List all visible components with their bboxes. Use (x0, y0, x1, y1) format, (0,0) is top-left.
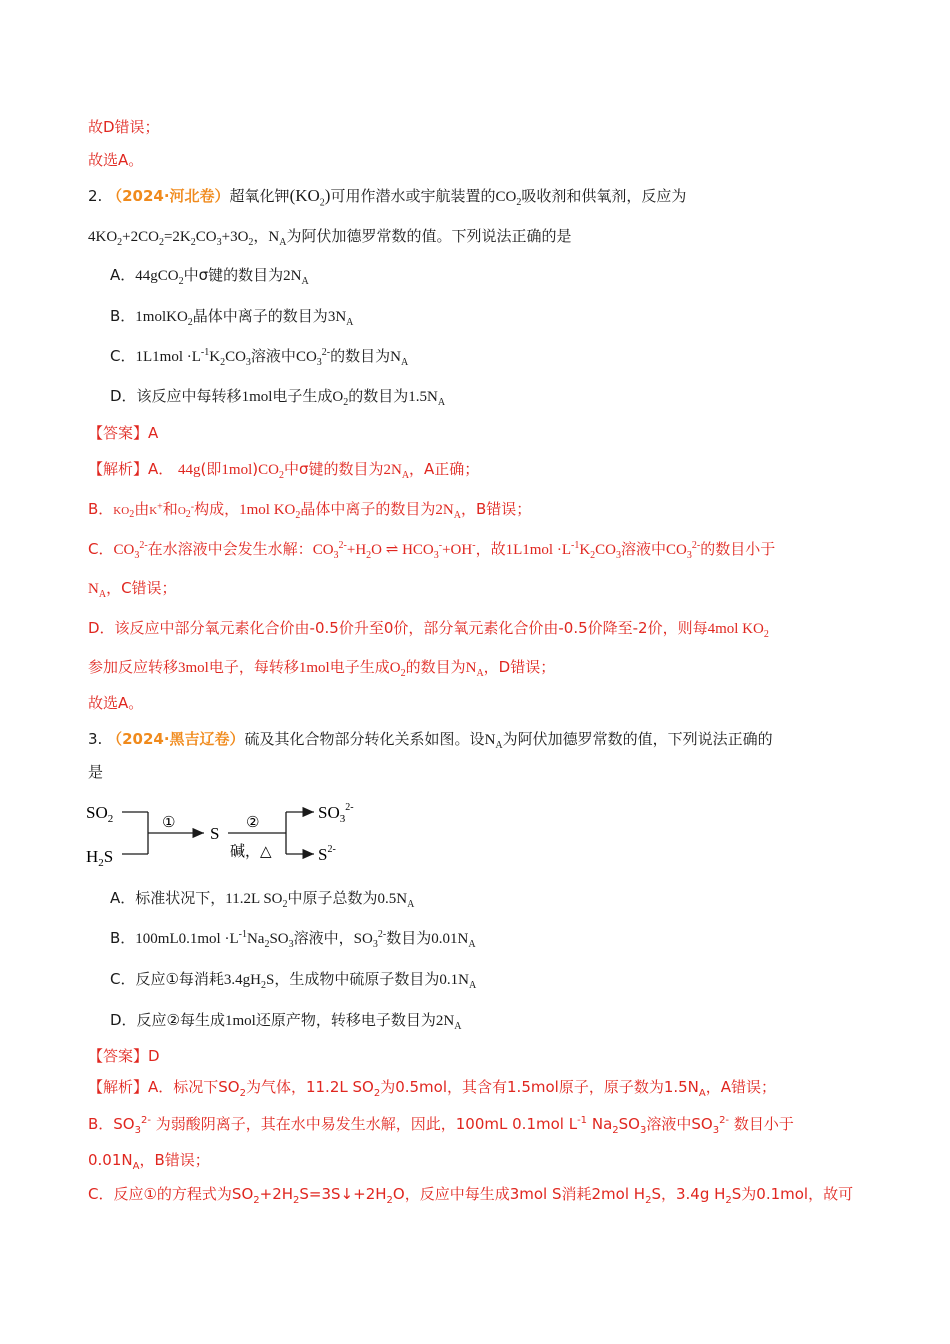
diagram-step2: ② (246, 813, 260, 831)
q2-opt-c-label: C． (110, 347, 136, 365)
q2-exp-d-4mol: 4mol $KO_2$ (707, 621, 769, 640)
q2-stem-d: 为阿伏加德罗常数的值。下列说法正确的是 (286, 227, 572, 245)
q3-opt-b-formula: $100mL0.1mol \cdot L^{-1}Na_2SO_3$ (135, 929, 294, 950)
q2-exp-d-3: 电子，每转移 (208, 658, 299, 676)
q2-exp-a-44g: 44g (178, 462, 201, 478)
q2-exp-c-equation: $CO_3^{2-}+H_2O$ ⇌ $HCO_3^-+OH^-$ (312, 540, 476, 561)
q2-exp-b-ko2mol: 1mol $KO_2$ (239, 502, 301, 521)
conclusion-choose-a: 故选A。 (88, 151, 144, 169)
q2-opt-c-formula: $1L1mol \cdot L^{-1}K_2CO_3$ (135, 347, 251, 368)
q2-exp-a-co2: $CO_2$ (258, 462, 284, 481)
q2-opt-d-label: D．该反应中每转移 (110, 387, 242, 405)
q2-exp-c-3: ，故 (475, 540, 506, 558)
q2-exp-b-6: ，B错误； (460, 500, 532, 518)
q2-opt-a-value: $2N_A$ (283, 268, 309, 287)
diagram-so3: $SO_3^{2-}$ (318, 802, 354, 825)
q2-source: （2024·河北卷） (107, 187, 230, 205)
q2-exp-a-2: ) (252, 460, 259, 478)
q2-explanation-c (88, 539, 775, 560)
q3-opt-b-label: B． (110, 929, 136, 947)
q2-exp-b-5: 晶体中离子的数目为 (300, 500, 436, 518)
q3-exp-c-3: S=3S↓+2H (299, 1185, 387, 1203)
q2-explanation-d-cont (88, 657, 555, 678)
diagram-s: S (210, 824, 220, 843)
q2-opt-d-value: $1.5N_A$ (408, 389, 446, 408)
q2-exp-d-na: $N_A$ (465, 660, 484, 679)
q3-stem-a: 硫及其化合物部分转化关系如图。设 (244, 730, 485, 748)
q2-stem-a: 超氧化钾 (229, 187, 290, 205)
q2-equation: $4KO_2+2CO_2=2K_2CO_3+3O_2$，$N_A$ (88, 229, 287, 248)
diagram-h2s: $H_2S$ (86, 847, 114, 869)
q2-exp-c-2: 在水溶液中会发生水解： (147, 540, 313, 558)
q2-stem-b: 可用作潜水或宇航装置的 (330, 187, 496, 205)
q2-exp-c-ion2: $CO_3^{2-}$ (666, 540, 701, 561)
q3-exp-c-4: O，反应中每生成3mol S消耗2mol H (392, 1185, 646, 1203)
q2-exp-d-1: D．该反应中部分氧元素化合价由-0.5价升至0价，部分氧元素化合价由-0.5价降至-2价，则每 (88, 619, 708, 637)
q3-explanation-c: C．反应①的方程式为$SO_2+2H_2S=3S↓+2H_2O$，反应中每生成3mol S消耗2mol $H_2S$，3.4g $H_2S$为0.1mol，故可 (88, 1185, 854, 1206)
sulfur-conversion-diagram (84, 794, 384, 874)
q2-exp-b-o2: $O_2^-$ (177, 501, 195, 521)
q2-exp-a-mol: 1mol (221, 462, 253, 478)
conclusion-d-wrong: 故D错误； (88, 118, 160, 136)
q2-option-c[interactable] (110, 346, 408, 367)
q2-answer: 【答案】A (88, 424, 159, 442)
q3-exp-c-1: C．反应①的方程式为SO (88, 1185, 254, 1203)
q2-exp-c-ion: $CO_3^{2-}$ (113, 540, 148, 561)
q2-explanation-d (88, 618, 769, 639)
q2-opt-d-mol: 1mol (241, 389, 273, 405)
q2-opt-d-o2: $O_2$ (332, 389, 349, 408)
q3-number: 3. (88, 730, 103, 748)
q2-exp-a-value: $2N_A$ (383, 462, 410, 481)
q3-opt-a-text: 中原子总数为 (287, 889, 378, 907)
diagram-condition: 碱，△ (230, 842, 272, 860)
q3-opt-b-end: 数目为 (386, 929, 432, 947)
q2-exp-a-3: 中σ键的数目为 (283, 460, 384, 478)
q2-exp-a-1: (即 (200, 460, 222, 478)
q3-opt-d-label: D．反应②每生成 (110, 1011, 225, 1029)
q2-opt-b-formula: 1molKO$_2$ (135, 309, 193, 328)
q2-option-b[interactable] (110, 306, 353, 327)
q3-source: （2024·黑吉辽卷） (107, 730, 245, 748)
q3-opt-b-text: 溶液中， (293, 929, 354, 947)
q3-exp-a-1: 【解析】A．标况下SO (88, 1078, 240, 1096)
q2-exp-b-k: K+ (149, 501, 163, 517)
q2-exp-d-1mol: 1mol (298, 660, 330, 676)
q3-exp-b-4: SO (618, 1115, 640, 1133)
q2-opt-a-formula: 44gCO$_2$ (135, 268, 184, 287)
q2-number: 2. (88, 187, 103, 205)
q2-exp-c-1: C． (88, 540, 114, 558)
q3-option-d[interactable] (110, 1010, 461, 1031)
q2-final: 故选A。 (88, 694, 144, 712)
q2-stem-line2 (88, 226, 572, 247)
q3-exp-a-4: ，A错误； (705, 1078, 777, 1096)
q2-option-d[interactable] (110, 386, 445, 407)
q3-opt-a-label: A．标准状况下， (110, 889, 226, 907)
q3-exp-b-6: 数目小于 (733, 1115, 794, 1133)
q2-exp-b-1: B． (88, 500, 114, 518)
q3-opt-a-value: $0.5N_A$ (377, 891, 415, 910)
q3-opt-b-value: $0.01N_A$ (431, 931, 476, 950)
q2-opt-c-value: $N_A$ (390, 349, 409, 368)
q2-exp-d-6: ，D错误； (483, 658, 556, 676)
q3-exp-c-2: +2H (259, 1185, 294, 1203)
q3-exp-c-5: S，3.4g H (651, 1185, 726, 1203)
q2-explanation-b (88, 499, 531, 521)
q2-exp-b-value: $2N_A$ (435, 502, 461, 521)
q3-opt-d-text: 还原产物，转移电子数目为 (255, 1011, 436, 1029)
q2-opt-b-label: B． (110, 307, 136, 325)
q3-exp-a-3: 为0.5mol，其含有1.5mol原子，原子数为1.5N (380, 1078, 699, 1096)
q3-exp-c-6: S为0.1mol，故可 (731, 1185, 854, 1203)
q2-exp-label: 【解析】A． (88, 460, 174, 478)
q2-stem-c: 吸收剂和供氧剂，反应为 (521, 187, 687, 205)
q3-option-b[interactable] (110, 928, 476, 949)
q3-exp-b-7: 0.01N (88, 1151, 133, 1169)
q3-exp-b-5: 溶液中SO (646, 1115, 713, 1133)
q3-answer: 【答案】D (88, 1047, 160, 1065)
q2-opt-b-value: $3N_A$ (327, 309, 354, 328)
q2-exp-a-4: ，A正确； (409, 460, 480, 478)
q2-exp-d-o2: $O_2$ (389, 660, 406, 679)
q3-exp-b-1: B．SO (88, 1115, 135, 1133)
q3-opt-c-label: C．反应①每消耗 (110, 970, 224, 988)
q2-exp-d-4: 电子生成 (329, 658, 390, 676)
q3-exp-b-8: ，B错误； (139, 1151, 210, 1169)
q2-opt-c-end: 的数目为 (330, 347, 391, 365)
q3-opt-d-value: $2N_A$ (435, 1013, 462, 1032)
q2-exp-c-4: 溶液中 (621, 540, 667, 558)
q3-option-a[interactable] (110, 888, 414, 909)
q2-exp-d-3mol: 3mol (178, 660, 209, 676)
diagram-s2: $S^{2-}$ (318, 844, 336, 864)
q2-exp-d-5: 的数目为 (405, 658, 466, 676)
q2-exp-c-solution: $1L1mol \cdot L^{-1}K_2CO_3$ (505, 540, 622, 561)
q3-explanation-a: 【解析】A．标况下$SO_2$为气体，11.2L $SO_2$为0.5mol，其含有1.5mol原子，原子数为$1.5N_A$，A错误； (88, 1078, 777, 1099)
q3-opt-c-value: $0.1N_A$ (439, 972, 477, 991)
q2-opt-d-text: 电子生成 (272, 387, 333, 405)
q2-opt-b-text: 晶体中离子的数目为 (192, 307, 328, 325)
q2-exp-c-6: ，C错误； (106, 579, 177, 597)
q3-opt-c-formula: $3.4gH_2S$ (223, 972, 275, 991)
q2-exp-d-2: 参加反应转移 (88, 658, 179, 676)
q2-exp-c-5: 的数目小于 (700, 540, 776, 558)
q2-explanation-a (88, 459, 479, 480)
q2-co2-formula: $CO_2$ (495, 189, 522, 208)
q3-stem-line1 (88, 729, 773, 750)
q3-exp-a-2: 为气体，11.2L SO (245, 1078, 374, 1096)
q3-stem-line2: 是 (88, 763, 104, 781)
q3-stem-b: 为阿伏加德罗常数的值，下列说法正确的 (502, 730, 773, 748)
q3-opt-b-ion: $SO_3^{2-}$ (353, 929, 387, 950)
q2-exp-b-3: 和 (162, 500, 178, 518)
q2-opt-c-ion: $CO_3^{2-}$ (295, 347, 331, 368)
q2-exp-b-2: 由 (134, 500, 150, 518)
q3-option-c[interactable] (110, 969, 476, 990)
diagram-step1: ① (162, 813, 176, 831)
q3-opt-c-text: ，生成物中硫原子数目为 (274, 970, 440, 988)
diagram-so2: $SO_2$ (86, 803, 114, 825)
q2-exp-b-4: 构成， (194, 500, 240, 518)
q2-opt-a-text: 中σ键的数目为 (183, 266, 284, 284)
q2-exp-c-na: $N_A$ (88, 581, 107, 600)
q3-explanation-b: B．$SO_3^{2-}$ 为弱酸阴离子，其在水中易发生水解，因此，100mL 0.1mol $L^{-1}$ $Na_2SO_3$溶液中$SO_3^{2-}$ 数目小于 (88, 1115, 794, 1136)
q2-exp-b-ko2: $KO_2$ (113, 505, 135, 521)
q3-explanation-b-cont: $0.01N_A$，B错误； (88, 1151, 210, 1172)
q3-opt-d-mol: 1mol (225, 1013, 256, 1029)
q2-opt-c-text: 溶液中 (250, 347, 296, 365)
q2-option-a[interactable] (110, 265, 309, 286)
q3-opt-a-formula: 11.2L $SO_2$ (225, 891, 288, 910)
q2-stem-line1 (88, 186, 686, 207)
q2-opt-d-end: 的数目为 (348, 387, 409, 405)
q2-ko2-formula: $(KO_2)$ (289, 186, 331, 209)
q3-exp-b-2: 为弱酸阴离子，其在水中易发生水解，因此，100mL 0.1mol L (155, 1115, 578, 1133)
q2-explanation-c-cont (88, 578, 177, 599)
q3-exp-b-3: Na (591, 1115, 613, 1133)
q2-opt-a-label: A． (110, 266, 136, 284)
q3-na: $N_A$ (484, 732, 503, 751)
